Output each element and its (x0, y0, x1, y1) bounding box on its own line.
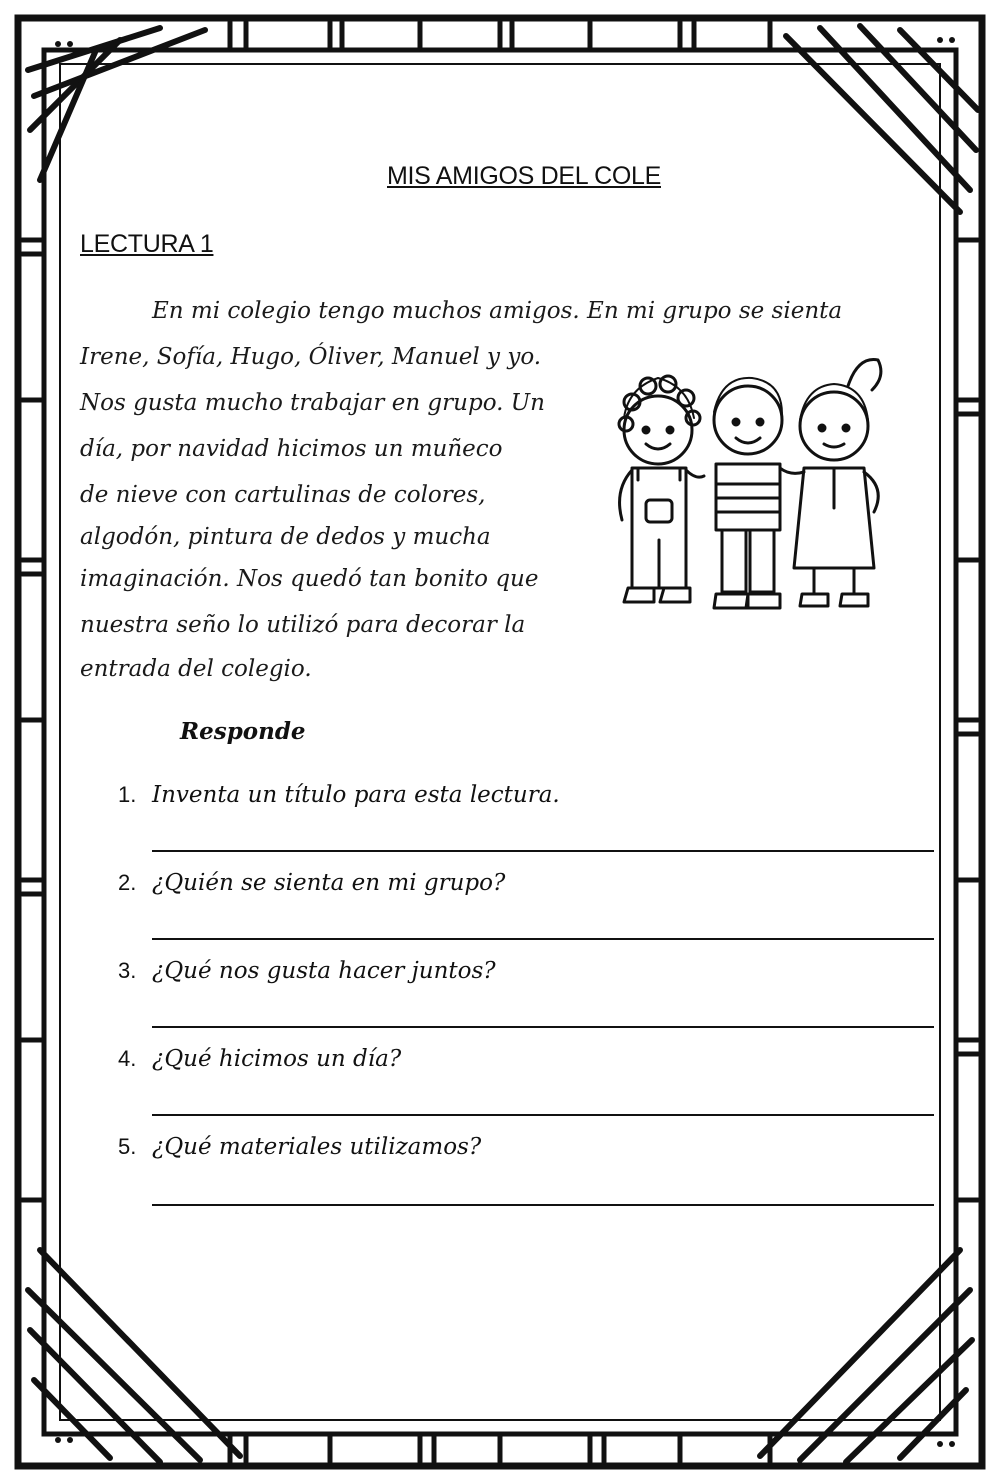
reading-line: En mi colegio tengo muchos amigos. En mi grupo se sienta (152, 298, 843, 324)
answer-line[interactable] (152, 938, 934, 940)
instructions-label: Responde (180, 718, 306, 745)
answer-line[interactable] (152, 1204, 934, 1206)
reading-line: imaginación. Nos quedó tan bonito que (80, 566, 539, 592)
section-heading: LECTURA 1 (80, 230, 214, 258)
question-number: 4. (118, 1046, 137, 1071)
worksheet-title: MIS AMIGOS DEL COLE (387, 162, 661, 190)
answer-line[interactable] (152, 1114, 934, 1116)
reading-line: de nieve con cartulinas de colores, (80, 482, 486, 508)
reading-line: algodón, pintura de dedos y mucha (80, 524, 491, 550)
question-item (118, 870, 505, 896)
reading-line: Nos gusta mucho trabajar en grupo. Un (80, 390, 545, 416)
reading-line: entrada del colegio. (80, 656, 312, 682)
question-item (118, 782, 560, 808)
question-item (118, 958, 496, 984)
question-number: 2. (118, 870, 137, 895)
three-children-illustration (598, 340, 898, 640)
question-text: ¿Qué hicimos un día? (152, 1046, 402, 1072)
reading-line: nuestra seño lo utilizó para decorar la (80, 612, 526, 638)
answer-line[interactable] (152, 850, 934, 852)
question-number: 1. (118, 782, 137, 807)
question-text: ¿Qué nos gusta hacer juntos? (152, 958, 496, 984)
question-text: Inventa un título para esta lectura. (152, 782, 560, 808)
question-number: 5. (118, 1134, 137, 1159)
question-text: ¿Quién se sienta en mi grupo? (152, 870, 506, 896)
reading-line: Irene, Sofía, Hugo, Óliver, Manuel y yo. (80, 344, 542, 370)
question-item (118, 1134, 481, 1160)
question-number: 3. (118, 958, 137, 983)
question-item (118, 1046, 401, 1072)
reading-line: día, por navidad hicimos un muñeco (80, 436, 503, 462)
question-text: ¿Qué materiales utilizamos? (152, 1134, 482, 1160)
answer-line[interactable] (152, 1026, 934, 1028)
